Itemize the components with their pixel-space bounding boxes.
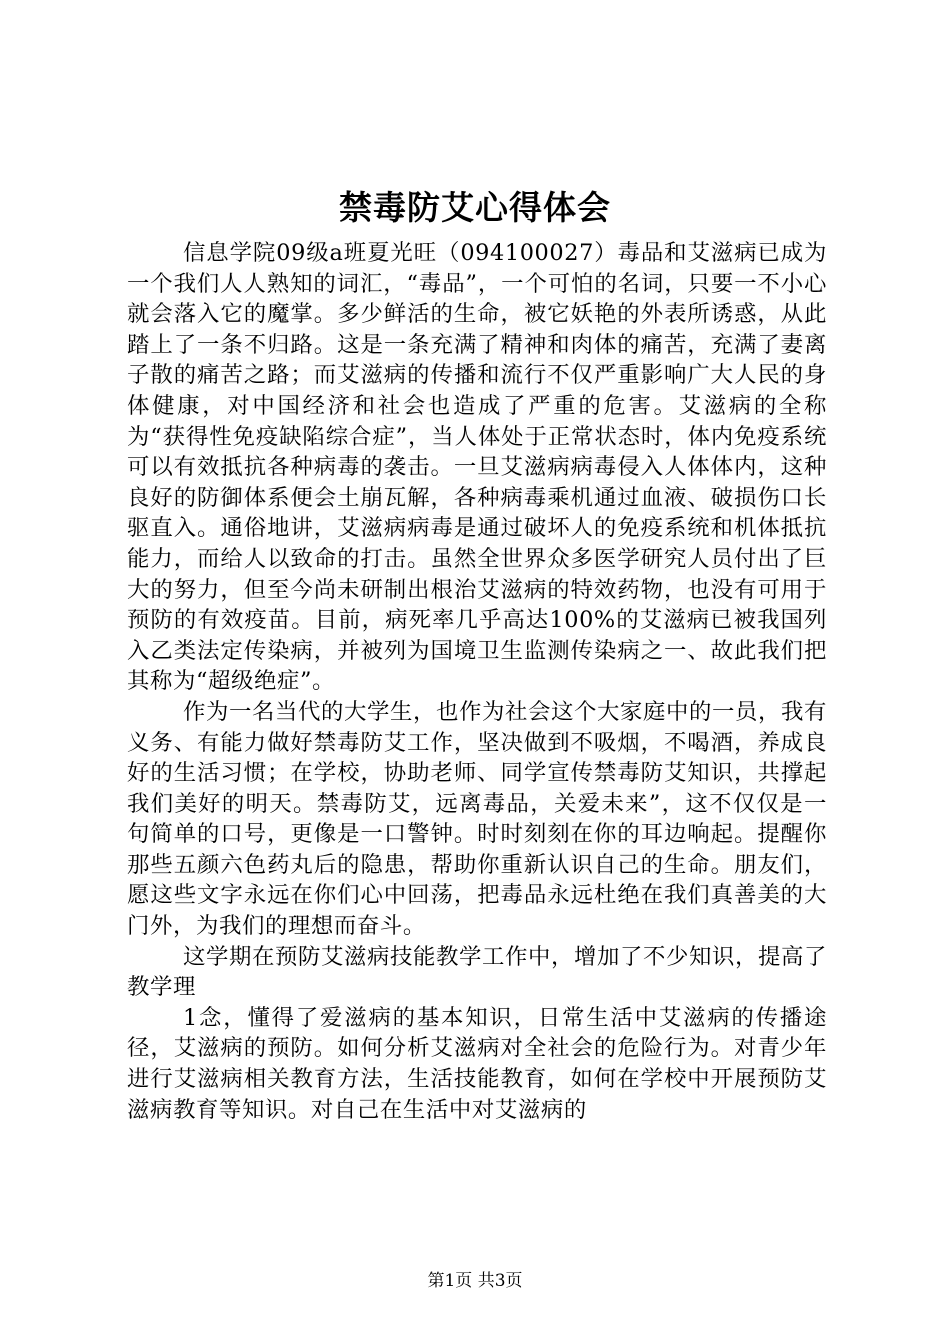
document-body xyxy=(127,238,827,1125)
paragraph-3: 这学期在预防艾滋病技能教学工作中，增加了不少知识，提高了教学理 xyxy=(127,943,827,1001)
paragraph-1: 信息学院09级a班夏光旺（094100027）毒品和艾滋病已成为一个我们人人熟知的词汇，“毒品”，一个可怕的名词，只要一不小心就会落入它的魔掌。多少鲜活的生命，被它妖艳的外表所诱惑，从此踏上了一条不归路。这是一条充满了精神和肉体的痛苦，充满了妻离子散的痛苦之路；而艾滋病的传播和流行不仅严重影响广大人民的身体健康，对中国经济和社会也造成了严重的危害。艾滋病的全称为“获得性免疫缺陷综合症”，当人体处于正常状态时，体内免疫系统可以有效抵抗各种病毒的袭击。一旦艾滋病病毒侵入人体体内，这种良好的防御体系便会土崩瓦解，各种病毒乘机通过血液、破损伤口长驱直入。通俗地讲，艾滋病病毒是通过破坏人的免疫系统和机体抵抗能力，而给人以致命的打击。虽然全世界众多医学研究人员付出了巨大的努力，但至今尚未研制出根治艾滋病的特效药物，也没有可用于预防的有效疫苗。目前，病死率几乎高达100%的艾滋病已被我国列入乙类法定传染病，并被列为国境卫生监测传染病之一、故此我们把其称为“超级绝症”。 xyxy=(127,240,827,695)
page-number-footer: 第1页 共3页 xyxy=(427,1271,523,1291)
paragraph-2: 作为一名当代的大学生，也作为社会这个大家庭中的一员，我有义务、有能力做好禁毒防艾工作，坚决做到不吸烟，不喝酒，养成良好的生活习惯；在学校，协助老师、同学宣传禁毒防艾知识，共撑起我们美好的明天。禁毒防艾，远离毒品，关爱未来”，这不仅仅是一句简单的口号，更像是一口警钟。时时刻刻在你的耳边响起。提醒你那些五颜六色药丸后的隐患，帮助你重新认识自己的生命。朋友们，愿这些文字永远在你们心中回荡，把毒品永远杜绝在我们真善美的大门外，为我们的理想而奋斗。 xyxy=(127,698,827,940)
paragraph-4: 1念，懂得了爱滋病的基本知识，日常生活中艾滋病的传播途径，艾滋病的预防。如何分析艾滋病对全社会的危险行为。对青少年进行艾滋病相关教育方法，生活技能教育，如何在学校中开展预防艾滋病教育等知识。对自己在生活中对艾滋病的 xyxy=(127,1004,827,1123)
document-title: 禁毒防艾心得体会 xyxy=(339,188,611,227)
